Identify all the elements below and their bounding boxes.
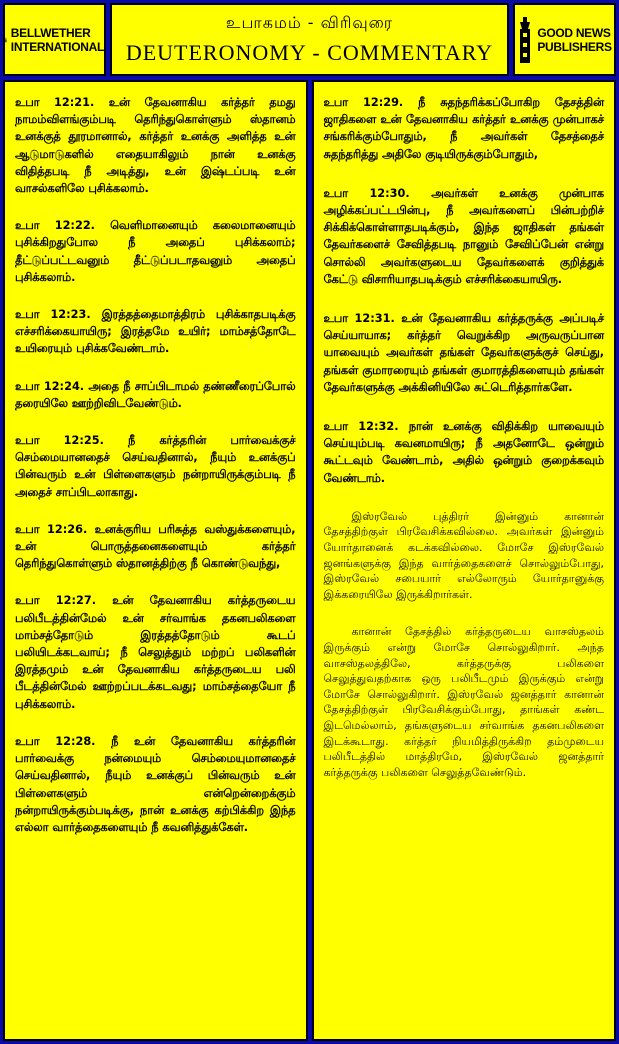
verse-12-21: உபா 12:21. உன் தேவனாகிய கர்த்தர் தமது நாமம்விளங்கும்படி தெரிந்துகொள்ளும் ஸ்தானம் உனக்குத் தூரமானால், கர்த்தர் உனக்கு அளித்த உன் ஆடுமாடுகளில் எதையாகிலும் நான் உனக்கு விதித்தபடி நீ அடித்து, உன் இஷ்டப்படி உன் வாசல்களிலே புசிக்கலாம். [15,96,296,196]
verse-12-32: உபா 12:32. நான் உனக்கு விதிக்கிற யாவையும் செய்யும்படி கவனமாயிரு; நீ அதனோடே ஒன்றும் கூட்டவும் வேண்டாம், அதில் ஒன்றும் குறைக்கவும் வேண்டாம். [323,420,604,485]
title-box [110,3,509,76]
bellwether-logo [3,3,106,76]
commentary-paragraph: கானான் தேசத்தில் கர்த்தருடைய வாசஸ்தலம் இருக்கும் என்று மோசே சொல்லுகிறார். அந்த வாசஸ்தலத்திலே, கர்த்தருக்கு பலிகளை செலுத்துவதற்காக ஒரு பலிபீடமும் இருக்கும் என்று மோசே சொல்லுகிறார். இஸ்ரவேல் ஜனத்தார் கானான் தேசத்திற்குள் பிரவேசிக்கும்போது, தாங்கள் கண்ட இடமெல்லாம், தங்களுடைய சர்வாங்க தகனபலிகளை இடக்கூடாது. கர்த்தர் நியமித்திருக்கிற தம்முடைய பலிபீடத்தில் மாத்திரமே, இஸ்ரவேல் ஜனத்தார் கர்த்தருக்கு பலிகளை செலுத்தவேண்டும். [323,625,604,779]
verse-12-27: உபா 12:27. உன் தேவனாகிய கர்த்தருடைய பலிபீடத்தின்மேல் உன் சர்வாங்க தகனபலிகளை மாம்சத்தோடும் இரத்தத்தோடும் கூடப் பலியிடக்கடவாய்; நீ செலுத்தும் மற்றப் பலிகளின் இரத்தமும் உன் தேவனாகிய கர்த்தருடைய பலி பீடத்தின்மேல் ஊற்றப்படக்கடவது; மாம்சத்தையோ நீ புசிக்கலாம். [15,594,296,711]
verse-12-29: உபா 12:29. நீ சுதந்தரிக்கப்போகிற தேசத்தின் ஜாதிகளை உன் தேவனாகிய கர்த்தர் உனக்கு முன்பாகச் சங்கரிக்கும்போதும், நீ அவர்கள் தேசத்தைச் சுதந்தரித்து அதிலே குடியிருக்கும்போதும், [323,96,604,161]
book-tower-icon [517,17,533,63]
verse-12-22: உபா 12:22. வெளிமானையும் கலைமானையும் புசிக்கிறதுபோல நீ அதைப் புசிக்கலாம்; தீட்டுப்பட்டவனும் தீட்டுப்படாதவனும் அதைப் புசிக்கலாம். [15,219,296,284]
verse-12-23: உபா 12:23. இரத்தத்தைமாத்திரம் புசிக்காதபடிக்கு எச்சரிக்கையாயிரு; இரத்தமே உயிர்; மாம்சத்தோடே உயிரையும் புசிக்கவேண்டாம். [15,308,296,356]
verse-12-31: உபா 12:31. உன் தேவனாகிய கர்த்தருக்கு அப்படிச் செய்யாயாக; கர்த்தர் வெறுக்கிற அருவருப்பான யாவையும் அவர்கள் தங்கள் தேவர்களுக்குச் செய்து, தங்கள் குமாரரையும் தங்கள் குமாரத்திகளையும் தங்கள் தேவர்களுக்கு அக்கினியிலே சுட்டெரித்தார்களே. [323,312,604,394]
verse-12-30: உபா 12:30. அவர்கள் உனக்கு முன்பாக அழிக்கப்பட்டபின்பு, நீ அவர்களைப் பின்பற்றிச் சிக்கிக்கொள்ளாதபடிக்கும், இந்த ஜாதிகள் தங்கள் தேவர்களைச் சேவித்தபடி நானும் சேவிப்பேன் என்று சொல்லி அவர்களுடைய தேவர்களைக் குறித்துக் கேட்டு விசாரியாதபடிக்கும் எச்சரிக்கையாயிரு. [323,186,604,286]
verse-12-25: உபா 12:25. நீ கர்த்தரின் பார்வைக்குச் செம்மையானதைச் செய்வதினால், நீயும் உனக்குப் பின்வரும் உன் பிள்ளைகளும் நன்றாயிருக்கும்படி நீ அதைச் சாப்பிடலாகாது. [15,434,296,499]
right-column [312,80,617,1041]
tamil-title: உபாகமம் - விரிவுரை [225,13,394,32]
bell-tower-icon [5,17,7,63]
left-logo-line1: BELLWETHER [10,25,91,40]
page-header [3,3,616,76]
right-logo-line1: GOOD NEWS [537,25,611,40]
good-news-logo [513,3,616,76]
verse-12-28: உபா 12:28. நீ உன் தேவனாகிய கர்த்தரின் பார்வைக்கு நன்மையும் செம்மையுமானதைச் செய்வதினால், நீயும் உனக்குப் பின்வரும் உன் பிள்ளைகளும் என்றென்றைக்கும் நன்றாயிருக்கும்படிக்கு, நான் உனக்கு கற்பிக்கிற இந்த எல்லா வார்த்தைகளையும் நீ கவனித்துக்கேள். [15,734,296,834]
right-logo-line2: PUBLISHERS [537,39,612,54]
english-title: DEUTERONOMY - COMMENTARY [125,40,494,65]
verse-12-24: உபா 12:24. அதை நீ சாப்பிடாமல் தண்ணீரைப்போல் தரையிலே ஊற்றிவிடவேண்டும். [15,379,296,410]
left-column [3,80,308,1041]
verse-12-26: உபா 12:26. உனக்குரிய பரிசுத்த வஸ்துக்களையும், உன் பொருத்தனைகளையும் கர்த்தர் தெரிந்துகொள்ளும் ஸ்தானத்திற்கு நீ கொண்டுவந்து, [15,522,296,571]
content-columns [3,80,616,1041]
commentary-paragraph: இஸ்ரவேல் புத்திரர் இன்னும் கானான் தேசத்திற்குள் பிரவேசிக்கவில்லை. அவர்கள் இன்னும் யோர்தானைக் கடக்கவில்லை. மோசே இஸ்ரவேல் ஜனங்களுக்கு இந்த வார்த்தைகளைச் சொல்லும்போது, இஸ்ரவேல் சபையார் எல்லோரும் யோர்தானுக்கு இக்கரையிலே இருக்கிறார்கள். [323,509,604,601]
left-logo-line2: INTERNATIONAL [10,39,104,54]
